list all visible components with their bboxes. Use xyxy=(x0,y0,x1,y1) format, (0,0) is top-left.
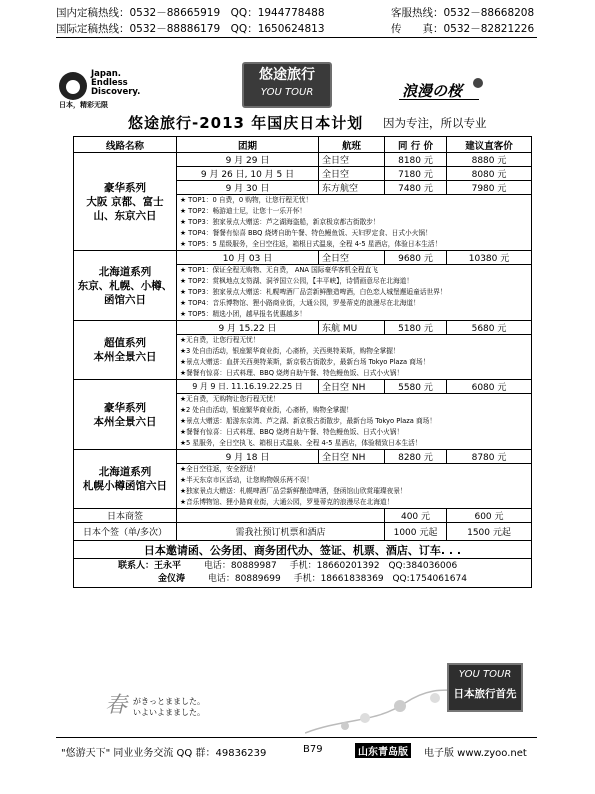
header-rule xyxy=(56,37,537,38)
departure-date: 9 月 9 日. 11.16.19.22.25 日 xyxy=(177,380,319,394)
retail-price: 7980 元 xyxy=(447,181,532,195)
footer-website: 电子版 www.zyoo.net xyxy=(424,748,527,759)
flight: 东航 MU xyxy=(319,321,385,335)
highlight-item: ★半天东京市区活动，让您购物娱乐两不误！ xyxy=(180,476,314,484)
table-row xyxy=(74,380,532,394)
highlight-item: ★餐餐有惊喜：日式料理、BBQ 烧烤自助午餐、特色鳗鱼饭、日式小火锅！ xyxy=(180,428,404,436)
route-name: 超值系列 本州全景六日 xyxy=(74,321,177,380)
highlight-item: ★ TOP4：音乐博物馆、狸小路商业街，大通公园，罗曼蒂克的浪漫尽在北海道！ xyxy=(180,299,420,307)
highlights xyxy=(177,195,532,251)
japan-logo-mark xyxy=(59,72,87,100)
table-row xyxy=(74,559,532,588)
contact-row: 金仪涛 电话：80889699 手机：18661838369 QQ:1754061674 xyxy=(158,574,467,584)
visa-group-note xyxy=(177,509,385,523)
spring-decoration xyxy=(75,688,475,740)
highlight-item: ★ TOP3：独家景点大赠送：札幌啤酒厂品尝新鲜酿造啤酒，白色恋人城堡邂逅童话世界！ xyxy=(180,288,447,296)
retail-price: 10380 元 xyxy=(447,251,532,265)
highlight-item: ★ TOP1：0 自费，0 购物，让您行程无忧！ xyxy=(180,196,313,204)
route-name: 豪华系列 本州全景六日 xyxy=(74,380,177,450)
highlight-item: ★ TOP2：畅游迪士尼，让您十一乐开怀！ xyxy=(180,207,307,215)
table-row xyxy=(74,541,532,559)
brand-cn: 悠途旅行 xyxy=(259,67,315,83)
highlight-item: ★5 星服务，全日空执飞、箱根日式温泉、全程 4-5 星酒店，体验精致日本生活！ xyxy=(180,439,422,447)
services-line: 日本邀请函、公务团、商务团代办、签证、机票、酒店、订车. . . xyxy=(74,541,532,559)
departure-date: 9 月 29 日 xyxy=(177,153,319,167)
retail-price: 8780 元 xyxy=(447,450,532,464)
departure-date: 9 月 30 日 xyxy=(177,181,319,195)
edition-badge: 山东青岛版 xyxy=(355,743,411,758)
international-hotline: 国际定稿热线：0532－88886179 QQ：1650624813 xyxy=(56,23,325,35)
highlight-item: ★ TOP5：5 星级服务，全日空往返，箱根日式温泉，全程 4-5 星酒店，体验日本生活！ xyxy=(180,240,442,248)
highlight-item: ★全日空往返，安全舒适！ xyxy=(180,465,260,473)
visa-individual-note: 需我社预订机票和酒店 xyxy=(177,523,385,541)
you-tour-stamp xyxy=(447,663,523,712)
stamp-en: YOU TOUR xyxy=(458,669,512,680)
visa-group-label: 日本商签 xyxy=(74,509,177,523)
highlight-item: ★ TOP1：保证全程无购物、无自费， ANA 国际豪华客机全程直飞 xyxy=(180,266,378,274)
japan-logo-text xyxy=(91,70,140,97)
highlight-item: ★无自费，无购物让您行程无忧！ xyxy=(180,395,280,403)
you-tour-brand-logo xyxy=(242,62,332,108)
peer-price: 5180 元 xyxy=(385,321,447,335)
highlights xyxy=(177,335,532,380)
table-row xyxy=(74,450,532,464)
route-name: 北海道系列 札幌小樽函馆六日 xyxy=(74,450,177,509)
header-flight: 航班 xyxy=(319,137,385,153)
header-departure: 团期 xyxy=(177,137,319,153)
peer-price: 1000 元起 xyxy=(385,523,447,541)
highlight-item: ★3 处自由活动，银座繁华商业街，心斋桥，关西奥特莱斯，购物全掌握！ xyxy=(180,347,400,355)
japan-logo-line1: Japan. xyxy=(91,69,121,79)
contacts xyxy=(74,559,532,588)
retail-price: 1500 元起 xyxy=(447,523,532,541)
retail-price: 5680 元 xyxy=(447,321,532,335)
domestic-hotline: 国内定稿热线：0532－88665919 QQ：1944778488 xyxy=(56,7,325,19)
peer-price: 7180 元 xyxy=(385,167,447,181)
cherry-blossom-illustration xyxy=(305,688,465,738)
highlight-item: ★音乐博物馆、狸小路商业街，大通公园，罗曼蒂克的浪漫尽在北海道！ xyxy=(180,498,394,506)
flight: 东方航空 xyxy=(319,181,385,195)
service-hotline: 客服热线：0532－88668208 xyxy=(391,7,535,19)
peer-price: 8280 元 xyxy=(385,450,447,464)
headline-slogan: 因为专注，所以专业 xyxy=(383,116,487,130)
itinerary-table xyxy=(73,136,532,588)
peer-price: 5580 元 xyxy=(385,380,447,394)
flight: 全日空 xyxy=(319,251,385,265)
retail-price: 8880 元 xyxy=(447,153,532,167)
highlights xyxy=(177,265,532,321)
departure-date: 10 月 03 日 xyxy=(177,251,319,265)
highlights xyxy=(177,464,532,509)
table-row xyxy=(74,523,532,541)
highlight-item: ★无自费，让您行程无忧！ xyxy=(180,336,260,344)
highlight-item: ★ TOP5：精选小团，越早报名优惠越多！ xyxy=(180,310,307,318)
peer-price: 400 元 xyxy=(385,509,447,523)
japan-logo-line3: Discovery. xyxy=(91,87,141,97)
retail-price: 6080 元 xyxy=(447,380,532,394)
table-row xyxy=(74,251,532,265)
japan-logo-line2: Endless xyxy=(91,78,128,88)
spring-text-line1: がきっとまました。 xyxy=(133,697,205,706)
brand-en: YOU TOUR xyxy=(260,87,314,98)
table-row xyxy=(74,509,532,523)
highlight-item: ★ TOP2：赏枫地点支笏湖、洞爷国立公园，【丰平峡】，诗情画意尽在北海道！ xyxy=(180,277,414,285)
page-title: 悠途旅行-2013 年国庆日本计划 xyxy=(128,114,364,132)
fax-line: 传 真：0532－82821226 xyxy=(391,23,535,35)
spring-kanji: 春 xyxy=(105,693,128,718)
retail-price: 600 元 xyxy=(447,509,532,523)
sakura-underline xyxy=(399,99,479,100)
flight: 全日空 xyxy=(319,153,385,167)
sakura-flower-icon xyxy=(473,78,483,88)
highlight-item: ★2 处自由活动，银座繁华商业街，心斋桥，购物全掌握！ xyxy=(180,406,353,414)
japan-logo-caption: 日本，精彩无限 xyxy=(59,101,108,109)
route-name: 豪华系列 大阪 京都、富士 山、东京六日 xyxy=(74,153,177,251)
header-retail-price: 建议直客价 xyxy=(447,137,532,153)
departure-date: 9 月 15.22 日 xyxy=(177,321,319,335)
flight: 全日空 xyxy=(319,167,385,181)
japan-logo xyxy=(59,70,147,110)
route-name: 北海道系列 东京、札幌、小樽、 函馆六日 xyxy=(74,251,177,321)
highlight-item: ★景点大赠送：船游东京湾、芦之湖、新京极古街散步，最新台场 Tokyo Plaza 商场！ xyxy=(180,417,437,425)
footer-qq-group: "悠游天下" 同业业务交流 QQ 群：49836239 xyxy=(61,748,267,759)
flight: 全日空 NH xyxy=(319,450,385,464)
stamp-cn: 日本旅行首先 xyxy=(453,688,517,700)
spring-text-line2: いよいよまました。 xyxy=(133,708,205,717)
table-header-row xyxy=(74,137,532,153)
contact-row: 联系人：王永平 电话：80889987 手机：18660201392 QQ:384036006 xyxy=(118,561,458,571)
highlight-item: ★餐餐有惊喜：日式料理、BBQ 烧烤自助午餐、特色鳗鱼饭、日式小火锅！ xyxy=(180,369,404,377)
table-row xyxy=(74,153,532,167)
highlight-item: ★景点大赠送：血拼关西奥特莱斯，新京极古街散步，最新台场 Tokyo Plaza 商场！ xyxy=(180,358,430,366)
peer-price: 7480 元 xyxy=(385,181,447,195)
table-row xyxy=(74,321,532,335)
highlight-item: ★ TOP4：餐餐有惊喜 BBQ 烧烤自助午餐、特色鳗鱼饭、天妇罗定食、日式小火锅！ xyxy=(180,229,432,237)
footer-rule xyxy=(56,737,537,738)
header-route: 线路名称 xyxy=(74,137,177,153)
page-number: B79 xyxy=(303,744,323,755)
highlight-item: ★独家景点大赠送：札幌啤酒厂品尝新鲜酿造啤酒，登函馆山欣赏璀璨夜景！ xyxy=(180,487,407,495)
peer-price: 8180 元 xyxy=(385,153,447,167)
departure-date: 9 月 18 日 xyxy=(177,450,319,464)
highlight-item: ★ TOP3：独家景点大赠送：芦之湖海盗船，新京极京都古街散步！ xyxy=(180,218,380,226)
highlights xyxy=(177,394,532,450)
flight: 全日空 NH xyxy=(319,380,385,394)
peer-price: 9680 元 xyxy=(385,251,447,265)
sakura-logo: 浪漫の桜 xyxy=(402,82,463,100)
departure-date: 9 月 26 日, 10 月 5 日 xyxy=(177,167,319,181)
header-peer-price: 同 行 价 xyxy=(385,137,447,153)
retail-price: 8080 元 xyxy=(447,167,532,181)
visa-individual-label: 日本个签（单/多次） xyxy=(74,523,177,541)
